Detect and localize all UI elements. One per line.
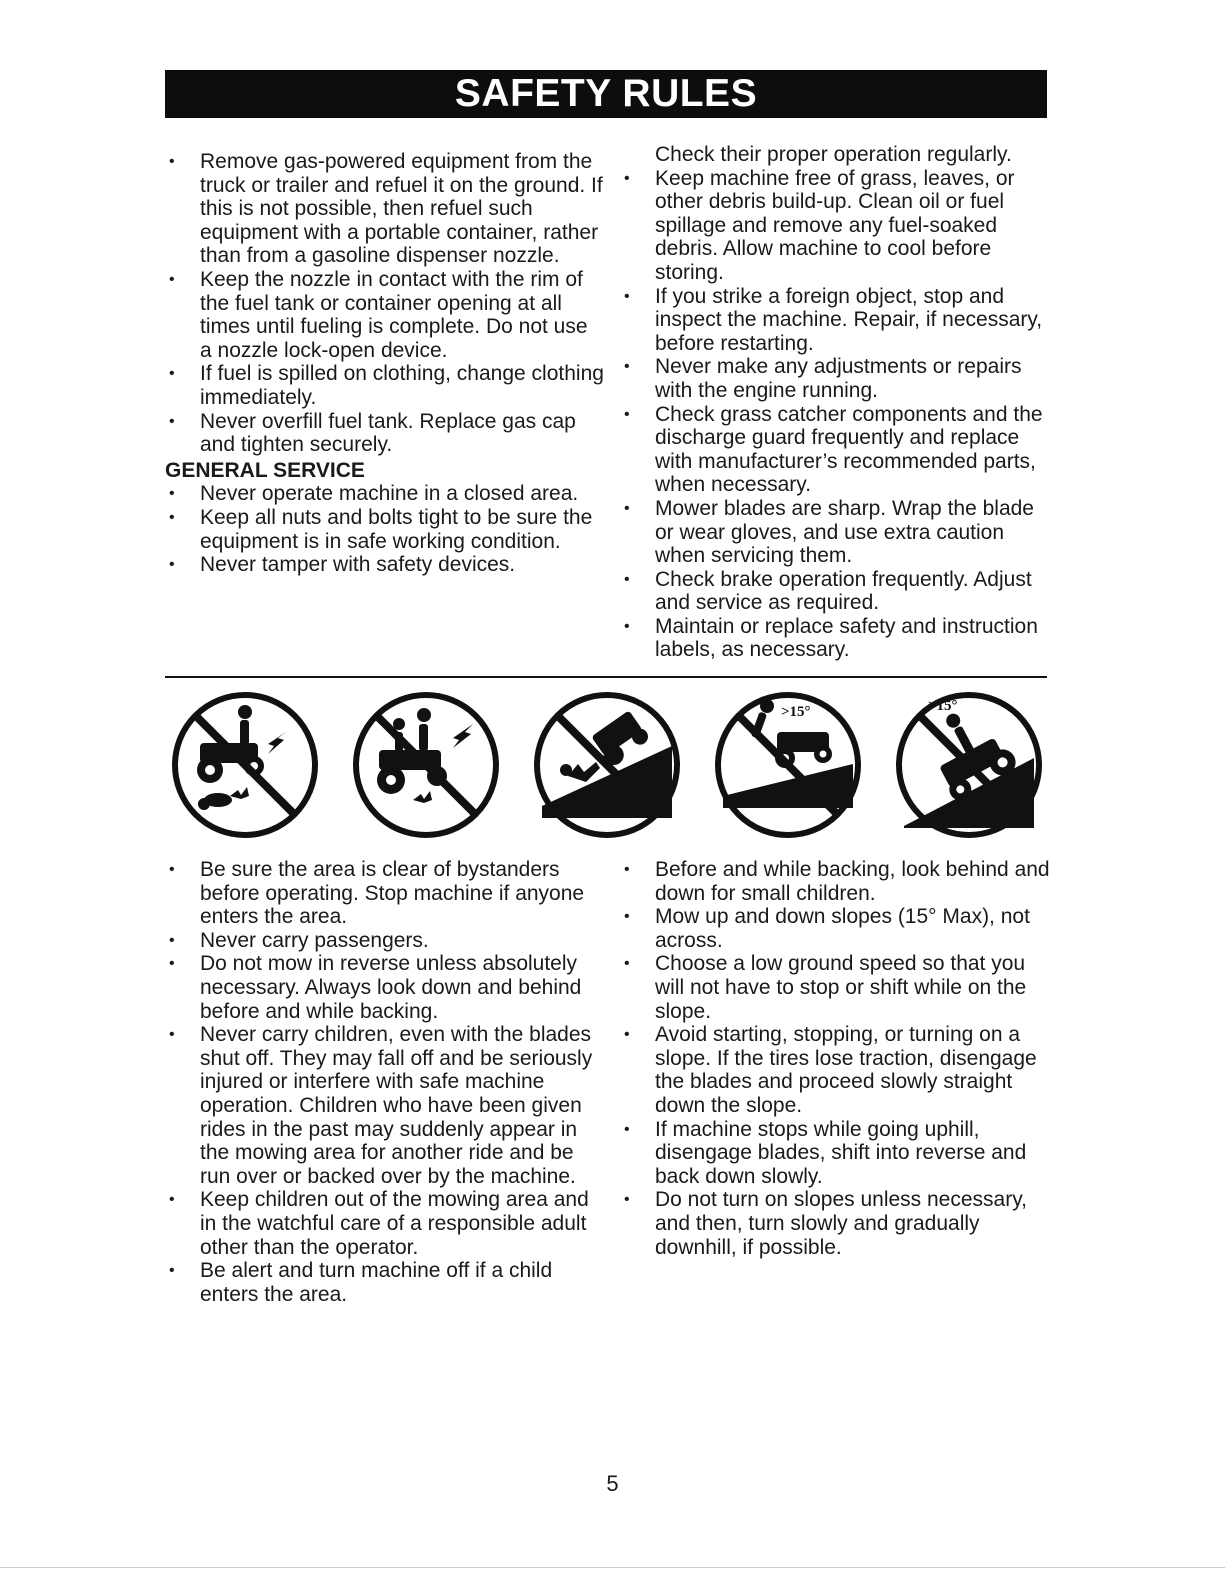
- list-item: • Never make any adjustments or repairs with the engine running.: [620, 355, 1050, 402]
- list-item: • Do not turn on slopes unless necessary, and then, turn slowly and gradually downhill, if possible.: [620, 1188, 1050, 1259]
- list-item: • Keep the nozzle in contact with the rim of the fuel tank or container opening at all times until fueling is complete. Do not use a nozzle lock-open device.: [165, 268, 605, 362]
- bystander-rules-list: [165, 858, 605, 1306]
- list-item: • Before and while backing, look behind and down for small children.: [620, 858, 1050, 905]
- section-divider: [165, 676, 1047, 678]
- top-right-column: [620, 143, 1050, 662]
- list-item: • Choose a low ground speed so that you will not have to stop or shift while on the slope.: [620, 952, 1050, 1023]
- list-item: • If you strike a foreign object, stop and inspect the machine. Repair, if necessary, before restarting.: [620, 285, 1050, 356]
- page-number: 5: [606, 1471, 619, 1496]
- list-item: • Check grass catcher components and the discharge guard frequently and replace with manufacturer’s recommended parts, when necessary.: [620, 403, 1050, 497]
- no-slope-over-15-across-icon: [711, 688, 865, 842]
- bottom-right-column: [620, 858, 1050, 1259]
- list-item: • If fuel is spilled on clothing, change clothing immediately.: [165, 362, 605, 409]
- continued-text: Check their proper operation regularly.: [655, 143, 1012, 166]
- list-item: • Check brake operation frequently. Adjust and service as required.: [620, 568, 1050, 615]
- list-item: • Be sure the area is clear of bystanders before operating. Stop machine if anyone enters the area.: [165, 858, 605, 929]
- list-item: • Be alert and turn machine off if a child enters the area.: [165, 1259, 605, 1306]
- list-item: • Never carry children, even with the blades shut off. They may fall off and be seriously injured or interfere with safe machine operation. Children who have been given rides in the past may suddenly appear in the mowing area for another ride and be run over or backed over by the machine.: [165, 1023, 605, 1188]
- list-item: • Never carry passengers.: [165, 929, 605, 953]
- list-item: • Mow up and down slopes (15° Max), not across.: [620, 905, 1050, 952]
- no-bystanders-icon: [168, 688, 322, 842]
- page-edge-rule: [0, 1567, 1225, 1568]
- no-slope-over-15-uphill-icon: [892, 688, 1046, 842]
- list-item: • If machine stops while going uphill, disengage blades, shift into reverse and back down slowly.: [620, 1118, 1050, 1189]
- list-item: • Mower blades are sharp. Wrap the blade or wear gloves, and use extra caution when servicing them.: [620, 497, 1050, 568]
- slope-rules-list: [620, 858, 1050, 1259]
- general-service-list: [165, 482, 605, 576]
- list-item: • Do not mow in reverse unless absolutely necessary. Always look down and behind before and while backing.: [165, 952, 605, 1023]
- list-item: • Never overfill fuel tank. Replace gas cap and tighten securely.: [165, 410, 605, 457]
- safety-pictograms: [165, 688, 1047, 848]
- fueling-rules-list: [165, 150, 605, 457]
- no-passengers-icon: [349, 688, 503, 842]
- slope-angle-label: >15°: [928, 698, 958, 714]
- service-rules-list: [620, 167, 1050, 662]
- list-item: • Keep machine free of grass, leaves, or other debris build-up. Clean oil or fuel spillage and remove any fuel-soaked debris. Allow machine to cool before storing.: [620, 167, 1050, 285]
- slope-angle-label: >15°: [781, 704, 811, 720]
- list-item: • Never tamper with safety devices.: [165, 553, 605, 577]
- list-item: • Remove gas-powered equipment from the truck or trailer and refuel it on the ground. If this is not possible, then refuel such equipment with a portable container, rather than from a gasoline dispenser nozzle.: [165, 150, 605, 268]
- no-steep-slope-tipover-icon: [530, 688, 684, 842]
- list-item: • Avoid starting, stopping, or turning on a slope. If the tires lose traction, disengage the blades and proceed slowly straight down the slope.: [620, 1023, 1050, 1117]
- top-left-column: [165, 150, 605, 577]
- section-heading-general-service: GENERAL SERVICE: [165, 458, 365, 482]
- page-title: SAFETY RULES: [165, 70, 1047, 118]
- list-item: • Keep children out of the mowing area and in the watchful care of a responsible adult other than the operator.: [165, 1188, 605, 1259]
- list-item: • Keep all nuts and bolts tight to be sure the equipment is in safe working condition.: [165, 506, 605, 553]
- list-item: • Maintain or replace safety and instruction labels, as necessary.: [620, 615, 1050, 662]
- bottom-left-column: [165, 858, 605, 1306]
- list-item: • Never operate machine in a closed area.: [165, 482, 605, 506]
